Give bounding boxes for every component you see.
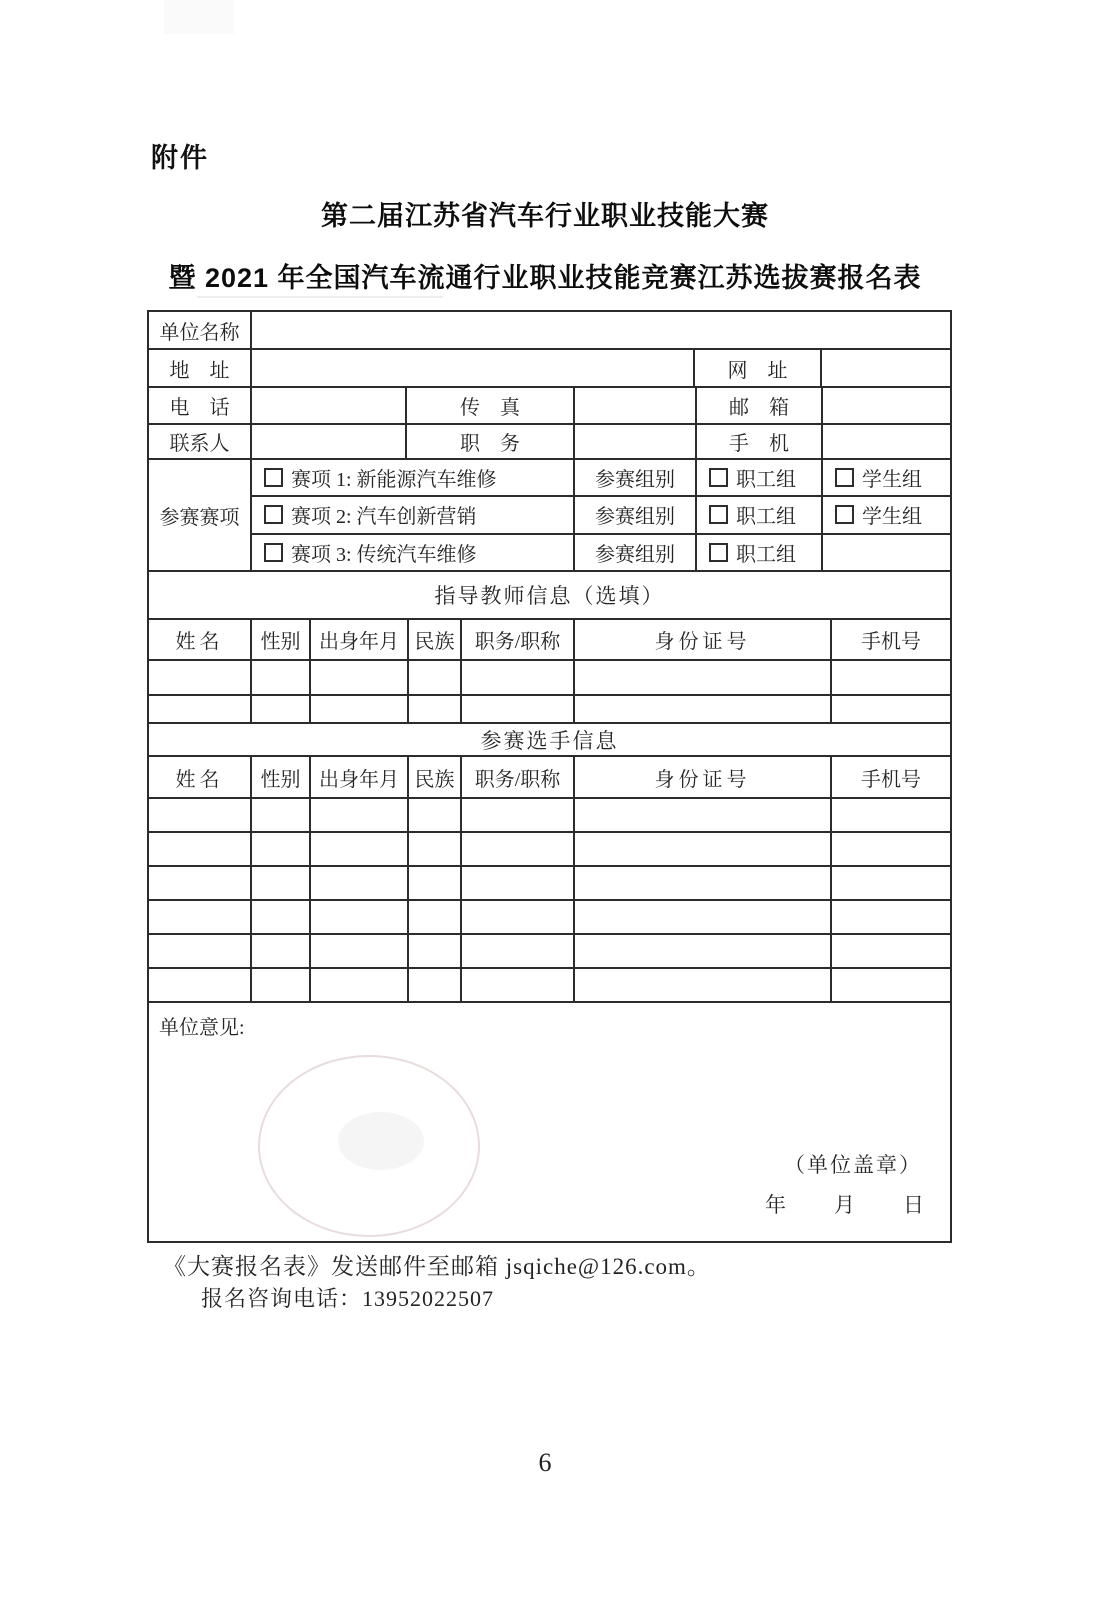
empty-cell — [462, 969, 575, 1001]
empty-cell — [149, 661, 252, 694]
empty-cell — [832, 901, 950, 933]
unit-name-row — [149, 312, 950, 350]
empty-cell — [462, 661, 575, 694]
scan-artifact — [164, 0, 234, 34]
empty-cell — [149, 833, 252, 865]
empty-cell — [252, 969, 311, 1001]
empty-cell — [409, 969, 462, 1001]
empty-option-cell — [823, 535, 950, 570]
contact-row — [149, 425, 950, 460]
email-label: 邮 箱 — [697, 388, 823, 423]
unit-name-input-cell — [252, 312, 950, 348]
empty-cell — [462, 696, 575, 722]
header-job-title: 职务/职称 — [462, 757, 575, 797]
empty-cell — [462, 901, 575, 933]
checkbox-icon — [264, 468, 283, 487]
empty-cell — [832, 935, 950, 967]
header-name: 姓名 — [149, 620, 252, 659]
teacher-empty-row — [149, 661, 950, 696]
phone-row — [149, 388, 950, 425]
fax-label: 传 真 — [407, 388, 575, 423]
worker-group-option — [697, 460, 823, 495]
empty-cell — [409, 833, 462, 865]
checkbox-icon — [264, 505, 283, 524]
scan-artifact-line — [197, 296, 443, 298]
header-birth-date: 出身年月 — [311, 757, 409, 797]
event-row-2 — [252, 497, 950, 534]
empty-cell — [149, 901, 252, 933]
student-group-label: 学生组 — [862, 506, 922, 529]
registration-form-table — [147, 310, 952, 1243]
doc-title-line2: 暨 2021 年全国汽车流通行业职业技能竞赛江苏选拔赛报名表 — [168, 263, 922, 293]
player-empty-row — [149, 935, 950, 969]
page-number: 6 — [538, 1448, 552, 1477]
empty-cell — [149, 867, 252, 899]
worker-group-label: 职工组 — [736, 469, 796, 492]
teacher-empty-row — [149, 696, 950, 724]
empty-cell — [832, 799, 950, 831]
player-empty-row — [149, 833, 950, 867]
event-name: 赛项 3: 传统汽车维修 — [291, 543, 477, 566]
empty-cell — [462, 799, 575, 831]
year-label: 年 — [765, 1193, 786, 1217]
empty-cell — [409, 696, 462, 722]
players-title-row — [149, 724, 950, 757]
worker-group-label: 职工组 — [736, 506, 796, 529]
header-birth-date: 出身年月 — [311, 620, 409, 659]
header-job-title: 职务/职称 — [462, 620, 575, 659]
empty-cell — [409, 799, 462, 831]
empty-cell — [311, 661, 409, 694]
teachers-section-title: 指导教师信息（选填） — [434, 584, 665, 608]
event-name-cell — [252, 535, 575, 570]
empty-cell — [311, 833, 409, 865]
group-category-label: 参赛组别 — [575, 497, 697, 532]
header-name: 姓名 — [149, 757, 252, 797]
empty-cell — [252, 901, 311, 933]
event-name: 赛项 1: 新能源汽车维修 — [291, 469, 497, 492]
event-name: 赛项 2: 汽车创新营销 — [291, 506, 477, 529]
empty-cell — [311, 696, 409, 722]
footer-note-line2: 报名咨询电话：13952022507 — [201, 1286, 495, 1311]
empty-cell — [311, 935, 409, 967]
empty-cell — [832, 969, 950, 1001]
date-line — [765, 1189, 924, 1219]
empty-cell — [149, 969, 252, 1001]
player-empty-row — [149, 799, 950, 833]
checkbox-icon — [835, 468, 854, 487]
empty-cell — [311, 969, 409, 1001]
website-input-cell — [822, 350, 950, 386]
header-gender: 性别 — [252, 757, 311, 797]
contact-input-cell — [252, 425, 407, 458]
empty-cell — [462, 833, 575, 865]
player-empty-row — [149, 901, 950, 935]
seal-note: （单位盖章） — [784, 1153, 922, 1177]
checkbox-icon — [709, 505, 728, 524]
empty-cell — [149, 799, 252, 831]
stamp-smudge — [338, 1112, 424, 1170]
event-name-cell — [252, 497, 575, 532]
position-input-cell — [575, 425, 697, 458]
header-gender: 性别 — [252, 620, 311, 659]
empty-cell — [832, 696, 950, 722]
checkbox-icon — [264, 543, 283, 562]
header-phone-number: 手机号 — [861, 631, 921, 653]
worker-group-option — [697, 535, 823, 570]
events-section-label: 参赛赛项 — [149, 460, 252, 570]
events-rows — [252, 460, 950, 570]
fax-input-cell — [575, 388, 697, 423]
players-header-row — [149, 757, 950, 799]
empty-cell — [575, 935, 832, 967]
checkbox-icon — [835, 505, 854, 524]
empty-cell — [575, 901, 832, 933]
teachers-header-row — [149, 620, 950, 661]
empty-cell — [311, 901, 409, 933]
doc-title-line1: 第二届江苏省汽车行业职业技能大赛 — [321, 201, 769, 231]
worker-group-option — [697, 497, 823, 532]
header-ethnicity: 民族 — [409, 620, 462, 659]
address-label: 地 址 — [149, 350, 252, 386]
group-category-label: 参赛组别 — [575, 535, 697, 570]
player-empty-row — [149, 969, 950, 1003]
events-section-row — [149, 460, 950, 572]
header-phone-number: 手机号 — [861, 768, 921, 791]
empty-cell — [462, 935, 575, 967]
empty-cell — [575, 833, 832, 865]
website-label: 网 址 — [695, 350, 822, 386]
empty-cell — [409, 901, 462, 933]
attachment-label: 附件 — [151, 143, 209, 173]
empty-cell — [311, 799, 409, 831]
empty-cell — [832, 833, 950, 865]
unit-opinion-label: 单位意见: — [159, 1017, 245, 1039]
empty-cell — [252, 833, 311, 865]
empty-cell — [575, 661, 832, 694]
empty-cell — [409, 867, 462, 899]
empty-cell — [311, 867, 409, 899]
empty-cell — [575, 696, 832, 722]
worker-group-label: 职工组 — [736, 543, 796, 566]
contact-label: 联系人 — [149, 425, 252, 458]
empty-cell — [252, 696, 311, 722]
event-name-cell — [252, 460, 575, 495]
footer-note-line1: 《大赛报名表》发送邮件至邮箱 jsqiche@126.com。 — [163, 1254, 711, 1279]
email-input-cell — [823, 388, 950, 423]
empty-cell — [252, 799, 311, 831]
mobile-label: 手 机 — [697, 425, 823, 458]
teachers-title-row — [149, 572, 950, 620]
header-id-number: 身份证号 — [575, 620, 832, 659]
student-group-label: 学生组 — [862, 469, 922, 492]
header-id-number: 身份证号 — [575, 757, 832, 797]
empty-cell — [409, 661, 462, 694]
month-label: 月 — [834, 1193, 855, 1217]
empty-cell — [409, 935, 462, 967]
unit-name-label: 单位名称 — [149, 312, 252, 348]
address-input-cell — [252, 350, 695, 386]
empty-cell — [252, 867, 311, 899]
mobile-input-cell — [823, 425, 950, 458]
checkbox-icon — [709, 543, 728, 562]
empty-cell — [462, 867, 575, 899]
group-category-label: 参赛组别 — [575, 460, 697, 495]
address-row — [149, 350, 950, 388]
empty-cell — [149, 935, 252, 967]
day-label: 日 — [903, 1193, 924, 1217]
empty-cell — [575, 867, 832, 899]
header-ethnicity: 民族 — [409, 757, 462, 797]
event-row-3 — [252, 535, 950, 570]
student-group-option — [823, 497, 950, 532]
position-label: 职 务 — [407, 425, 575, 458]
event-row-1 — [252, 460, 950, 497]
empty-cell — [575, 969, 832, 1001]
empty-cell — [575, 799, 832, 831]
phone-input-cell — [252, 388, 407, 423]
empty-cell — [252, 661, 311, 694]
empty-cell — [832, 867, 950, 899]
checkbox-icon — [709, 468, 728, 487]
players-section-title: 参赛选手信息 — [480, 728, 619, 753]
empty-cell — [149, 696, 252, 722]
player-empty-row — [149, 867, 950, 901]
phone-label: 电 话 — [149, 388, 252, 423]
empty-cell — [832, 661, 950, 694]
empty-cell — [252, 935, 311, 967]
student-group-option — [823, 460, 950, 495]
